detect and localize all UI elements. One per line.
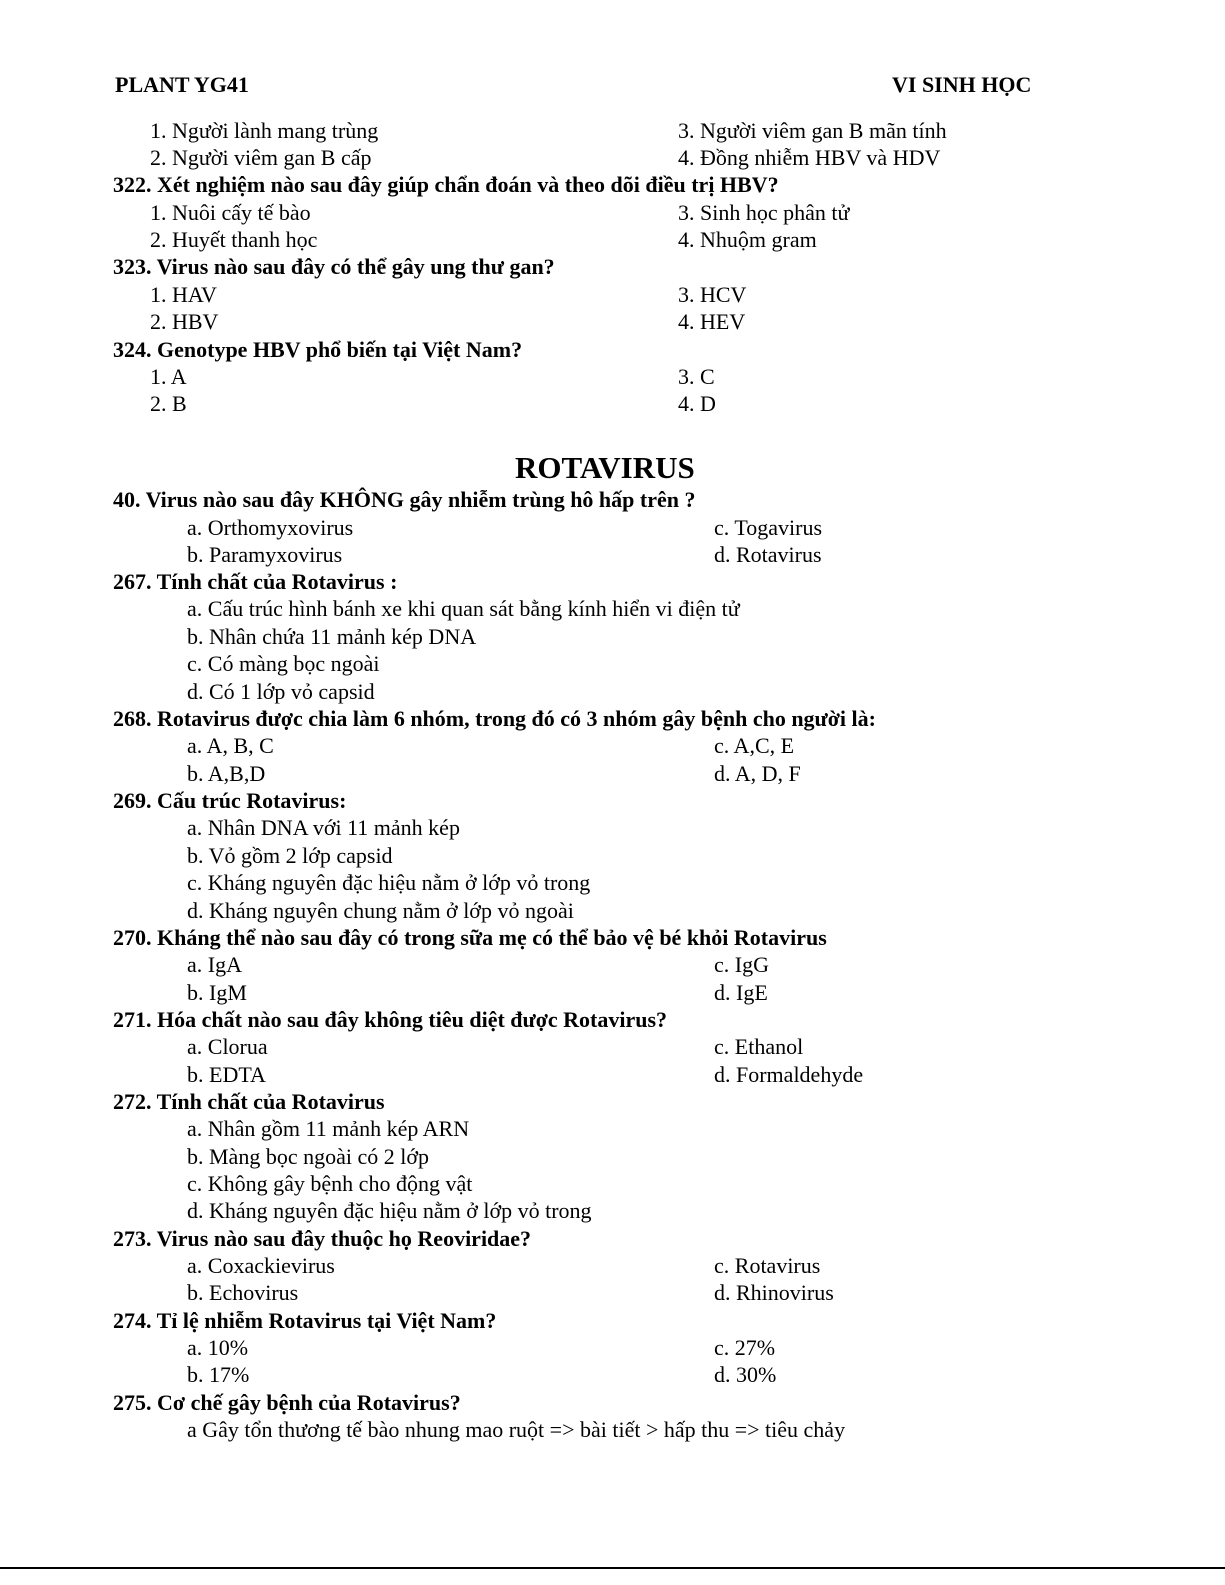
answer-option: 2. Người viêm gan B cấp bbox=[150, 145, 372, 170]
answer-option: 3. Sinh học phân tử bbox=[678, 200, 850, 225]
section-title: ROTAVIRUS bbox=[515, 450, 695, 485]
answer-option: d. A, D, F bbox=[714, 761, 801, 786]
answer-option: 4. Đồng nhiễm HBV và HDV bbox=[678, 145, 941, 170]
question-322: 322. Xét nghiệm nào sau đây giúp chẩn đoán và theo dõi điều trị HBV? bbox=[113, 172, 779, 197]
answer-option: 4. HEV bbox=[678, 309, 746, 334]
answer-option: c. Ethanol bbox=[714, 1034, 804, 1059]
answer-option: 3. C bbox=[678, 364, 715, 389]
answer-option: d. IgE bbox=[714, 980, 768, 1005]
answer-option: d. Có 1 lớp vỏ capsid bbox=[187, 679, 375, 704]
answer-option: c. A,C, E bbox=[714, 733, 795, 758]
answer-option: 1. Nuôi cấy tế bào bbox=[150, 200, 311, 225]
question-273: 273. Virus nào sau đây thuộc họ Reoviridae? bbox=[113, 1226, 532, 1251]
answer-option: a. Clorua bbox=[187, 1034, 268, 1059]
answer-option: 3. Người viêm gan B mãn tính bbox=[678, 118, 947, 143]
answer-option: a. Nhân DNA với 11 mảnh kép bbox=[187, 815, 460, 840]
answer-option: b. Nhân chứa 11 mảnh kép DNA bbox=[187, 624, 477, 649]
answer-option: d. Kháng nguyên đặc hiệu nằm ở lớp vỏ trong bbox=[187, 1198, 592, 1223]
answer-option: c. Rotavirus bbox=[714, 1253, 821, 1278]
answer-option: 1. A bbox=[150, 364, 187, 389]
answer-option: 1. Người lành mang trùng bbox=[150, 118, 379, 143]
answer-option: c. Kháng nguyên đặc hiệu nằm ở lớp vỏ trong bbox=[187, 870, 591, 895]
question-272: 272. Tính chất của Rotavirus bbox=[113, 1089, 385, 1114]
answer-option: c. 27% bbox=[714, 1335, 776, 1360]
answer-option: d. Rotavirus bbox=[714, 542, 822, 567]
answer-option: d. 30% bbox=[714, 1362, 777, 1387]
answer-option: c. Không gây bệnh cho động vật bbox=[187, 1171, 473, 1196]
answer-option: b. Paramyxovirus bbox=[187, 542, 343, 567]
question-271: 271. Hóa chất nào sau đây không tiêu diệt được Rotavirus? bbox=[113, 1007, 668, 1032]
answer-option: c. Có màng bọc ngoài bbox=[187, 651, 380, 676]
answer-option: b. EDTA bbox=[187, 1062, 266, 1087]
header-right: VI SINH HỌC bbox=[892, 72, 1032, 97]
answer-option: 2. HBV bbox=[150, 309, 219, 334]
answer-option: 2. B bbox=[150, 391, 187, 416]
answer-option: b. Echovirus bbox=[187, 1280, 299, 1305]
question-267: 267. Tính chất của Rotavirus : bbox=[113, 569, 398, 594]
answer-option: 4. D bbox=[678, 391, 716, 416]
question-270: 270. Kháng thể nào sau đây có trong sữa mẹ có thể bảo vệ bé khỏi Rotavirus bbox=[113, 925, 827, 950]
answer-option: 1. HAV bbox=[150, 282, 217, 307]
answer-option: b. Màng bọc ngoài có 2 lớp bbox=[187, 1144, 429, 1169]
answer-option: d. Formaldehyde bbox=[714, 1062, 864, 1087]
answer-option: b. 17% bbox=[187, 1362, 250, 1387]
question-275: 275. Cơ chế gây bệnh của Rotavirus? bbox=[113, 1390, 461, 1415]
answer-option: d. Rhinovirus bbox=[714, 1280, 834, 1305]
answer-option: c. IgG bbox=[714, 952, 769, 977]
question-268: 268. Rotavirus được chia làm 6 nhóm, trong đó có 3 nhóm gây bệnh cho người là: bbox=[113, 706, 876, 731]
question-40: 40. Virus nào sau đây KHÔNG gây nhiễm trùng hô hấp trên ? bbox=[113, 487, 696, 512]
answer-option: b. IgM bbox=[187, 980, 247, 1005]
page-bottom-divider bbox=[0, 1567, 1225, 1569]
question-324: 324. Genotype HBV phổ biến tại Việt Nam? bbox=[113, 337, 523, 362]
answer-option: 4. Nhuộm gram bbox=[678, 227, 817, 252]
answer-option: a Gây tổn thương tế bào nhung mao ruột => bài tiết > hấp thu => tiêu chảy bbox=[187, 1417, 846, 1442]
answer-option: a. Orthomyxovirus bbox=[187, 515, 354, 540]
question-274: 274. Tỉ lệ nhiễm Rotavirus tại Việt Nam? bbox=[113, 1308, 497, 1333]
question-323: 323. Virus nào sau đây có thể gây ung thư gan? bbox=[113, 254, 555, 279]
answer-option: a. Cấu trúc hình bánh xe khi quan sát bằng kính hiển vi điện tử bbox=[187, 596, 740, 621]
answer-option: 3. HCV bbox=[678, 282, 747, 307]
answer-option: a. IgA bbox=[187, 952, 242, 977]
question-269: 269. Cấu trúc Rotavirus: bbox=[113, 788, 347, 813]
answer-option: b. A,B,D bbox=[187, 761, 266, 786]
answer-option: 2. Huyết thanh học bbox=[150, 227, 318, 252]
answer-option: a. Nhân gồm 11 mảnh kép ARN bbox=[187, 1116, 470, 1141]
answer-option: a. Coxackievirus bbox=[187, 1253, 335, 1278]
answer-option: a. A, B, C bbox=[187, 733, 274, 758]
answer-option: d. Kháng nguyên chung nằm ở lớp vỏ ngoài bbox=[187, 898, 574, 923]
header-left: PLANT YG41 bbox=[115, 72, 249, 97]
answer-option: a. 10% bbox=[187, 1335, 249, 1360]
answer-option: c. Togavirus bbox=[714, 515, 823, 540]
answer-option: b. Vỏ gồm 2 lớp capsid bbox=[187, 843, 393, 868]
